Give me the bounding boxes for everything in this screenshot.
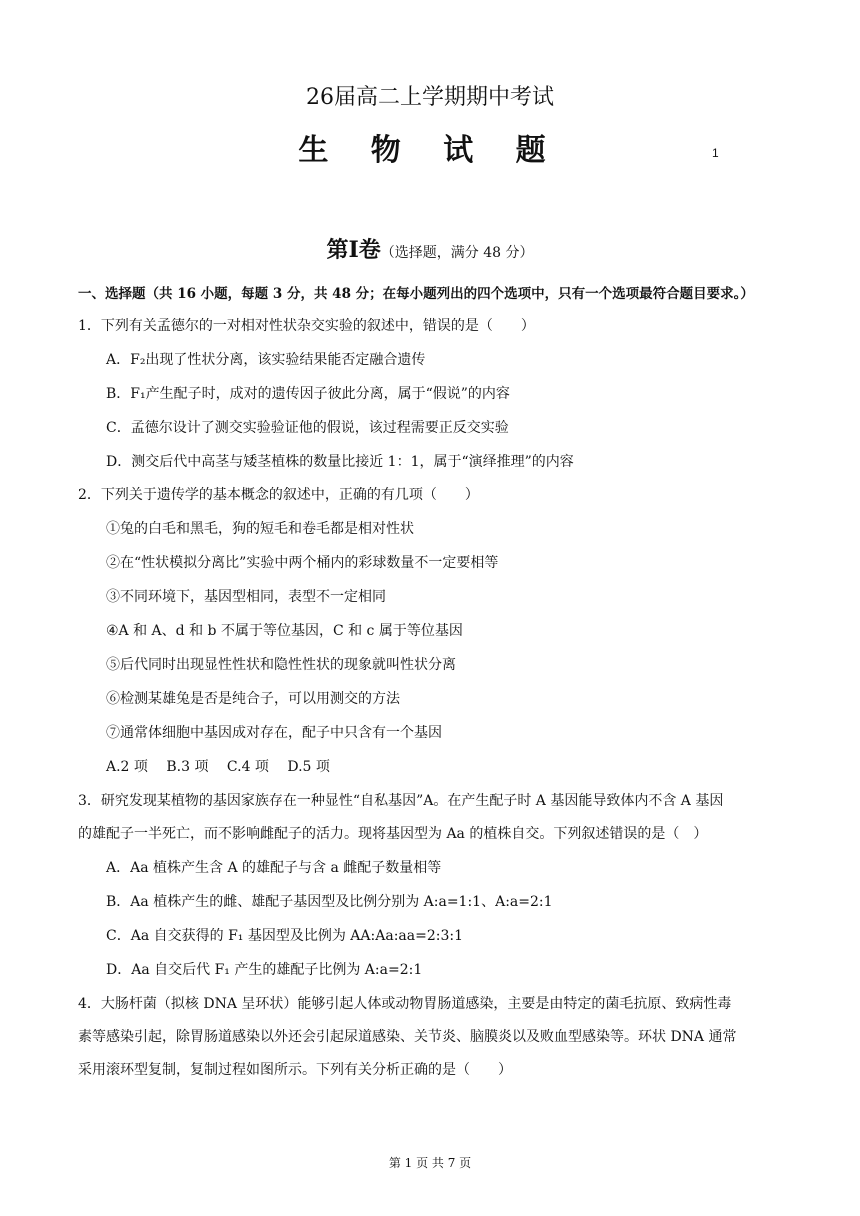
- q2-item: ⑦通常体细胞中基因成对存在，配子中只含有一个基因: [106, 725, 442, 741]
- q3-option-c: C．Aa 自交获得的 F₁ 基因型及比例为 AA:Aa:aa=2:3:1: [106, 928, 463, 944]
- q2-item: ②在“性状模拟分离比”实验中两个桶内的彩球数量不一定要相等: [106, 555, 499, 571]
- q3-option-a: A．Aa 植株产生含 A 的雄配子与含 a 雌配子数量相等: [106, 860, 442, 876]
- subject-title: 生 物 试 题: [298, 133, 562, 168]
- q2-stem: 2．下列关于遗传学的基本概念的叙述中，正确的有几项（ ）: [78, 487, 479, 503]
- section-note: （选择题，满分 48 分）: [380, 245, 534, 261]
- q4-line2: 素等感染引起，除胃肠道感染以外还会引起尿道感染、关节炎、脑膜炎以及败血型感染等。环状 DNA 通常: [78, 1029, 737, 1045]
- q2-options: A.2 项 B.3 项 C.4 项 D.5 项: [106, 759, 330, 775]
- q4-line1: 4．大肠杆菌（拟核 DNA 呈环状）能够引起人体或动物胃肠道感染，主要是由特定的菌毛抗原、致病性毒: [78, 996, 732, 1012]
- q2-item: ⑤后代同时出现显性性状和隐性性状的现象就叫性状分离: [106, 657, 456, 673]
- q3-stem-line2: 的雄配子一半死亡，而不影响雌配子的活力。现将基因型为 Aa 的植株自交。下列叙述错误的是（ ）: [78, 826, 708, 842]
- q2-item: ④A 和 A、d 和 b 不属于等位基因，C 和 c 属于等位基因: [106, 623, 463, 639]
- section-heading: [0, 233, 860, 264]
- q1-stem: 1．下列有关孟德尔的一对相对性状杂交实验的叙述中，错误的是（ ）: [78, 318, 535, 334]
- q3-option-d: D．Aa 自交后代 F₁ 产生的雄配子比例为 A:a=2:1: [106, 962, 423, 978]
- page-marker: 1: [712, 146, 719, 160]
- section-title: 第Ⅰ卷: [326, 237, 381, 263]
- q3-option-b: B．Aa 植株产生的雌、雄配子基因型及比例分别为 A:a=1:1、A:a=2:1: [106, 894, 553, 910]
- q4-line3: 采用滚环型复制，复制过程如图所示。下列有关分析正确的是（ ）: [78, 1062, 512, 1078]
- q1-option-d: D．测交后代中高茎与矮茎植株的数量比接近 1：1，属于“演绎推理”的内容: [106, 454, 574, 470]
- q2-item: ③不同环境下，基因型相同，表型不一定相同: [106, 589, 386, 605]
- q2-item: ⑥检测某雄兔是否是纯合子，可以用测交的方法: [106, 691, 400, 707]
- page-footer: 第 1 页 共 7 页: [388, 1156, 472, 1170]
- q1-option-c: C．孟德尔设计了测交实验验证他的假说，该过程需要正反交实验: [106, 420, 509, 436]
- q1-option-b: B．F₁产生配子时，成对的遗传因子彼此分离，属于“假说”的内容: [106, 386, 510, 402]
- q1-option-a: A．F₂出现了性状分离，该实验结果能否定融合遗传: [106, 352, 426, 368]
- exam-title: 26届高二上学期期中考试: [306, 85, 554, 110]
- instruction: 一、选择题（共 16 小题，每题 3 分，共 48 分；在每小题列出的四个选项中，只有一个选项最符合题目要求。）: [78, 286, 754, 302]
- q3-stem-line1: 3．研究发现某植物的基因家族存在一种显性“自私基因”A。在产生配子时 A 基因能导致体内不含 A 基因: [78, 793, 724, 809]
- q2-item: ①兔的白毛和黑毛，狗的短毛和卷毛都是相对性状: [106, 521, 414, 537]
